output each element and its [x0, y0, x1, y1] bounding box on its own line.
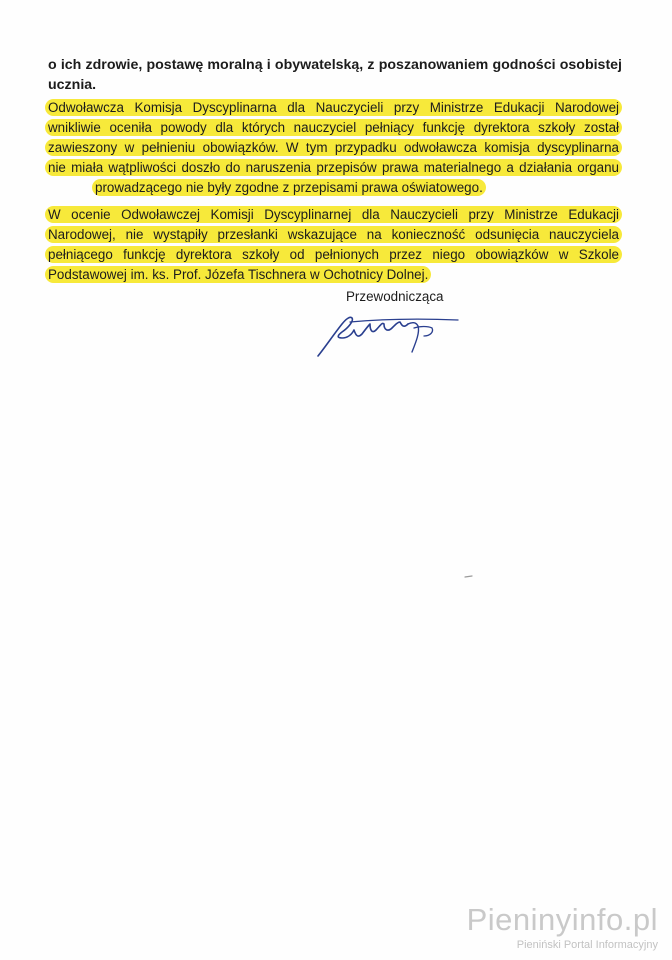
paragraph-line: Odwoławcza Komisja Dyscyplinarna dla Nauczycieli przy Ministrze Edukacji Narodowej — [48, 98, 622, 118]
signature-label: Przewodnicząca — [346, 289, 444, 304]
intro-line-1: o ich zdrowie, postawę moralną i obywatelską, z poszanowaniem godności osobistej — [48, 57, 622, 73]
highlighted-paragraph-1 — [48, 98, 622, 198]
paragraph-line: nie miała wątpliwości doszło do naruszenia przepisów prawa materialnego a działania organu — [48, 158, 622, 178]
handwritten-signature — [312, 308, 462, 360]
paragraph-line: Podstawowej im. ks. Prof. Józefa Tischnera w Ochotnicy Dolnej. — [48, 265, 622, 285]
scan-speck — [464, 574, 473, 579]
paragraph-line: pełniącego funkcję dyrektora szkoły od pełnionych przez niego obowiązków w Szkole — [48, 245, 622, 265]
intro-text: o ich zdrowie, postawę moralną i obywatelską, z poszanowaniem godności osobistej ucznia. — [48, 57, 622, 93]
paragraph-line: W ocenie Odwoławczej Komisji Dyscyplinarnej dla Nauczycieli przy Ministrze Edukacji — [48, 205, 622, 225]
intro-line-2: ucznia — [48, 77, 93, 93]
paragraph-line: zawieszony w pełnieniu obowiązków. W tym przypadku odwoławcza komisja dyscyplinarna — [48, 138, 622, 158]
highlighted-paragraph-2 — [48, 205, 622, 285]
watermark-title: Pieninyinfo.pl — [466, 902, 658, 937]
watermark — [467, 904, 658, 952]
paragraph-line: prowadzącego nie były zgodne z przepisami prawa oświatowego. — [48, 178, 622, 198]
paragraph-line: wnikliwie oceniła powody dla których nauczyciel pełniący funkcję dyrektora szkoły został — [48, 118, 622, 138]
paragraph-line: Narodowej, nie wystąpiły przesłanki wskazujące na konieczność odsunięcia nauczyciela — [48, 225, 622, 245]
watermark-subtitle: Pieniński Portal Informacyjny — [516, 939, 658, 951]
